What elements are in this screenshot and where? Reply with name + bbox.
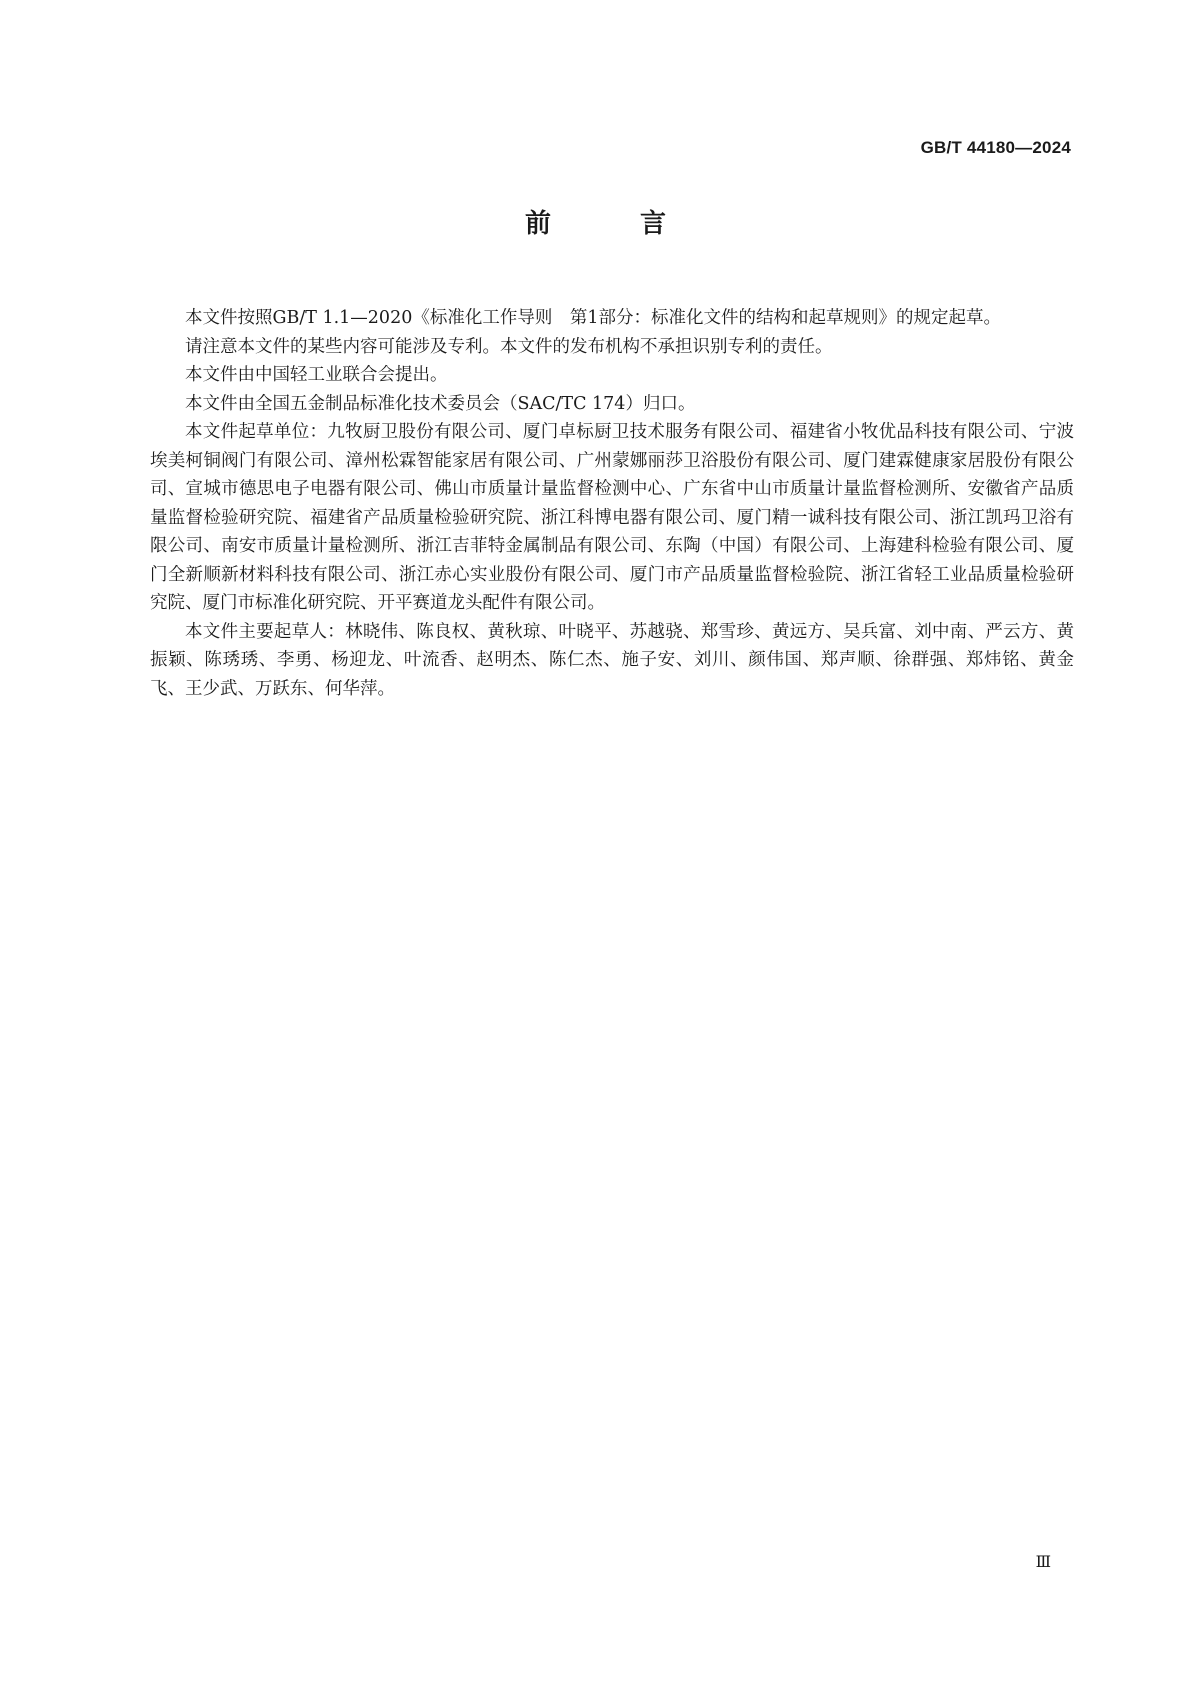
paragraph-drafting-rules: 本文件按照GB/T 1.1—2020《标准化工作导则 第1部分：标准化文件的结构和起草规则》的规定起草。 (185, 308, 1001, 328)
paragraph-drafting-units: 本文件起草单位：九牧厨卫股份有限公司、厦门卓标厨卫技术服务有限公司、福建省小牧优品科技有限公司、宁波埃美柯铜阀门有限公司、漳州松霖智能家居有限公司、广州蒙娜丽莎卫浴股份有限公司、厦门建霖健康家居股份有限公司、宣城市德思电子电器有限公司、佛山市质量计量监督检测中心、广东省中山市质量计量监督检测所、安徽省产品质量监督检验研究院、福建省产品质量检验研究院、浙江科博电器有限公司、厦门精一诚科技有限公司、浙江凯玛卫浴有限公司、南安市质量计量检测所、浙江吉菲特金属制品有限公司、东陶（中国）有限公司、上海建科检验有限公司、厦门全新顺新材料科技有限公司、浙江赤心实业股份有限公司、厦门市产品质量监督检验院、浙江省轻工业品质量检验研究院、厦门市标准化研究院、开平赛道龙头配件有限公司。 (150, 422, 1074, 613)
paragraph-proposer: 本文件由中国轻工业联合会提出。 (185, 365, 448, 385)
preface-body (150, 304, 1074, 703)
standard-code: GB/T 44180—2024 (920, 138, 1071, 157)
paragraph-drafters: 本文件主要起草人：林晓伟、陈良权、黄秋琼、叶晓平、苏越骁、郑雪珍、黄远方、吴兵富、刘中南、严云方、黄振颖、陈琇琇、李勇、杨迎龙、叶流香、赵明杰、陈仁杰、施子安、刘川、颜伟国、郑声顺、徐群强、郑炜铭、黄金飞、王少武、万跃东、何华萍。 (150, 621, 1074, 699)
paragraph-patent-notice: 请注意本文件的某些内容可能涉及专利。本文件的发布机构不承担识别专利的责任。 (185, 336, 833, 357)
page-title: 前 言 (524, 209, 707, 239)
paragraph-committee: 本文件由全国五金制品标准化技术委员会（SAC/TC 174）归口。 (185, 393, 696, 414)
page-number: Ⅲ (1035, 1554, 1051, 1571)
